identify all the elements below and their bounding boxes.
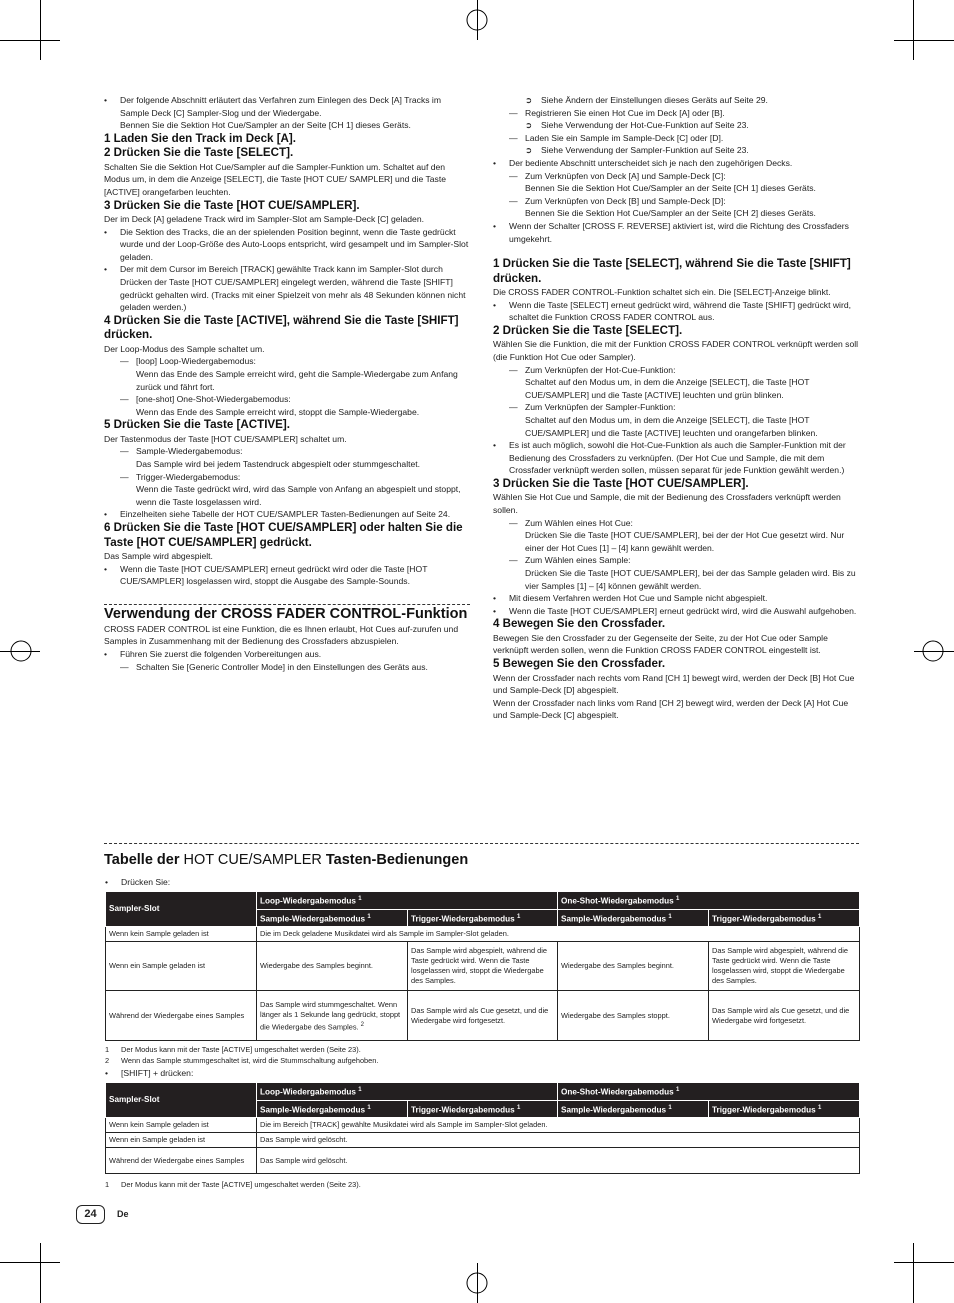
dash-item: — Zum Verknüpfen der Sampler-Funktion: [509, 402, 676, 413]
bullet: • Es ist auch möglich, sowohl die Hot-Cue-Funktion als auch die Sampler-Funktion mit der Bedienung des Crossfaders zu verknüpfen. (Der Hot Cue und Sample, die mit dem Crossfader verknüpft werden sollen, müssen separat für jede Funktion gewählt werden.) [493, 440, 846, 476]
table-section-title: Tabelle der HOT CUE/SAMPLER Tasten-Bedienungen [104, 852, 469, 868]
reference: ➲ Siehe Verwendung der Sampler-Funktion auf Seite 23. [525, 145, 749, 156]
dash-item: — Zum Verknüpfen der Hot-Cue-Funktion: [509, 364, 676, 375]
header-loop: Loop-Wiedergabemodus $^1$ [257, 892, 558, 910]
paragraph: Die CROSS FADER CONTROL-Funktion schaltet sich ein. Die [SELECT]-Anzeige blinkt. [493, 287, 831, 298]
indent-text: Bennen Sie die Sektion Hot Cue/Sampler an der Seite [CH 2] dieses Geräts. [525, 208, 816, 219]
paragraph: CROSS FADER CONTROL ist eine Funktion, die es Ihnen erlaubt, Hot Cues auf-zurufen und Samples in Zusammenhang mit der Bedienung des Crossfaders abzuspielen. [104, 623, 459, 647]
language-label: De [117, 1209, 129, 1219]
indent-text: Schaltet auf den Modus um, in dem die Anzeige [SELECT], die Taste [HOT CUE/SAMPLER] und die Taste [ACTIVE] leuchten und grün blinken. [525, 377, 810, 400]
indent-text: Schaltet auf den Modus um, in dem die Anzeige [SELECT], die Taste [HOT CUE/SAMPLER] und die Taste [ACTIVE] leuchten und orangefarben blinken. [525, 414, 818, 438]
paragraph: Wenn der Crossfader nach links vom Rand [CH 2] bewegt wird, werden der Deck [A] Hot Cue und Sample-Deck [C] abgespielt. [493, 697, 849, 721]
paragraph: Wenn der Crossfader nach rechts vom Rand [CH 1] bewegt wird, werden der Deck [B] Hot Cue und Sample-Deck [D] abgespielt. [493, 672, 855, 696]
step-heading: 2 Drücken Sie die Taste [SELECT]. [493, 323, 683, 337]
table-label: • [SHIFT] + drücken: [105, 1068, 194, 1078]
header-loop: Loop-Wiedergabemodus $^1$ [257, 1083, 558, 1101]
dash-item: — Zum Wählen eines Sample: [509, 555, 631, 566]
text: Der folgende Abschnitt erläutert das Verfahren zum Einlegen des Deck [A] Tracks im Sample Deck [C] Sampler-Slog und der Wiedergabe. [120, 95, 441, 118]
table-label: • Drücken Sie: [105, 877, 171, 887]
step-heading: 2 Drücken Sie die Taste [SELECT]. [104, 146, 294, 160]
header-sample: Sample-Wiedergabemodus $^1$ [257, 909, 408, 927]
step-heading: 5 Drücken Sie die Taste [ACTIVE]. [104, 418, 290, 432]
header-trigger: Trigger-Wiedergabemodus $^1$ [408, 909, 558, 927]
header-trigger: Trigger-Wiedergabemodus $^1$ [709, 909, 860, 927]
step-heading: 4 Bewegen Sie den Crossfader. [493, 617, 666, 631]
paragraph: Schalten Sie die Sektion Hot Cue/Sampler auf die Sampler-Funktion um. Schaltet auf den Modus um, in dem die Anzeige [SELECT], die Taste [HOT CUE/ SAMPLER] und die Taste [ACTIVE] orangefarben leuchten. [104, 161, 447, 197]
header-one-shot: One-Shot-Wiedergabemodus $^1$ [558, 1083, 860, 1101]
section-divider [104, 843, 859, 844]
indent-text: Wenn das Ende des Sample erreicht wird, geht die Sample-Wiedergabe zum Anfang zurück und fährt fort. [136, 369, 458, 392]
dash-item: — Zum Wählen eines Hot Cue: [509, 517, 633, 528]
text: Bennen Sie die Sektion Hot Cue/Sampler an der Seite [CH 1] dieses Geräts. [120, 120, 411, 131]
bullet: • Der folgende Abschnitt erläutert das Verfahren zum Einlegen des Deck [A] Tracks im Sample Deck [C] Sampler-Slog und der Wiedergabe. Bennen Sie die Sektion Hot Cue/Sampler an der Seite [CH 1] dieses Geräts. [104, 95, 441, 131]
paragraph: Wählen Sie Hot Cue und Sample, die mit der Bedienung des Crossfaders verknüpft werden sollen. [493, 492, 841, 516]
bullet: • Wenn die Taste [HOT CUE/SAMPLER] erneut gedrückt wird oder die Taste [HOT CUE/SAMPLER] losgelassen wird, stoppt die Ausgabe des Sample-Sounds. [104, 563, 428, 587]
dash-item: — Trigger-Wiedergabemodus: [120, 471, 241, 482]
dash-item: — Zum Verknüpfen von Deck [B] und Sample-Deck [D]: [509, 195, 726, 206]
header-trigger: Trigger-Wiedergabemodus $^1$ [408, 1100, 558, 1118]
header-slot: Sampler-Slot [106, 892, 257, 927]
dash-item: — Laden Sie ein Sample im Sample-Deck [C] oder [D]. [509, 132, 724, 143]
left-column [104, 94, 470, 673]
step-heading: 1 Drücken Sie die Taste [SELECT], während Sie die Taste [SHIFT] drücken. [493, 257, 851, 285]
table-row: Wenn kein Sample geladen ist Die im Deck geladene Musikdatei wird als Sample im Sampler-Slot geladen. [106, 927, 860, 942]
bullet: • Der mit dem Cursor im Bereich [TRACK] gewählte Track kann im Sampler-Slot durch Drücken der Taste [HOT CUE/SAMPLER] eingelegt werden, während die Taste [SHIFT] gedrückt gehalten wird. (Tracks mit einer Spielzeit von mehr als 48 Sekunden können nicht geladen werden.) [104, 264, 466, 313]
header-one-shot: One-Shot-Wiedergabemodus $^1$ [558, 892, 860, 910]
step-heading: 6 Drücken Sie die Taste [HOT CUE/SAMPLER] oder halten Sie die Taste [HOT CUE/SAMPLER] gedrückt. [104, 521, 463, 549]
table-row: Wenn ein Sample geladen ist Wiedergabe des Samples beginnt. Das Sample wird abgespielt, während die Taste gedrückt wird. Wenn die Taste losgelassen wird, stoppt die Wiedergabe des Samples. Wiedergabe des Samples beginnt. Das Sample wird abgespielt, während die Taste gedrückt wird. Wenn die Taste losgelassen wird, stoppt die Wiedergabe des Samples. [106, 942, 860, 991]
indent-text: Drücken Sie die Taste [HOT CUE/SAMPLER], bei der der Hot Cue gesetzt wird. Nur einer der Hot Cues [1] – [4] kann gewählt werden. [525, 530, 845, 553]
step-heading: 4 Drücken Sie die Taste [ACTIVE], während Sie die Taste [SHIFT] drücken. [104, 313, 459, 342]
header-sample: Sample-Wiedergabemodus $^1$ [257, 1100, 408, 1118]
header-sample: Sample-Wiedergabemodus $^1$ [558, 1100, 709, 1118]
dash-item: — Schalten Sie [Generic Controller Mode] in den Einstellungen des Geräts aus. [120, 661, 428, 672]
indent-text: Wenn die Taste gedrückt wird, wird das Sample von Anfang an abgespielt und stoppt, wenn die Taste losgelassen wird. [136, 484, 461, 507]
dash-item: — Sample-Wiedergabemodus: [120, 446, 243, 457]
bullet: • Wenn die Taste [HOT CUE/SAMPLER] erneut gedrückt wird, wird die Auswahl aufgehoben. [493, 605, 857, 616]
table-row: Während der Wiedergabe eines Samples Das Sample wird gelöscht. [106, 1148, 860, 1174]
paragraph: Der Loop-Modus des Sample schaltet um. [104, 343, 265, 354]
button-operations-table-shift [105, 1082, 860, 1174]
table-row: Wenn ein Sample geladen ist Das Sample wird gelöscht. [106, 1133, 860, 1148]
table-row: Während der Wiedergabe eines Samples Das Sample wird stummgeschaltet. Wenn länger als 1 Sekunde lang gedrückt, stoppt die Wiedergabe des Samples. $^2$ Das Sample wird als Cue gesetzt, und die Wiedergabe wird fortgesetzt. Wiedergabe des Samples stoppt. Das Sample wird als Cue gesetzt, und die Wiedergabe wird fortgesetzt. [106, 991, 860, 1041]
indent-text: Drücken Sie die Taste [HOT CUE/SAMPLER], bei der das Sample geladen wird. Bis zu vier Samples [1] – [4] können gewählt werden. [525, 568, 856, 591]
bullet: • Der bediente Abschnitt unterscheidet sich je nach den zugehörigen Decks. [493, 157, 793, 168]
paragraph: Der Tastenmodus der Taste [HOT CUE/SAMPLER] schaltet um. [104, 433, 347, 444]
footnotes: 1 Der Modus kann mit der Taste [ACTIVE] umgeschaltet werden (Seite 23). [105, 1180, 361, 1189]
bullet: • Wenn der Schalter [CROSS F. REVERSE] aktiviert ist, wird die Richtung des Crossfaders umgekehrt. [493, 220, 849, 244]
step-heading: 3 Drücken Sie die Taste [HOT CUE/SAMPLER]. [104, 198, 360, 212]
indent-text: Bennen Sie die Sektion Hot Cue/Sampler an der Seite [CH 1] dieses Geräts. [525, 183, 816, 194]
footnotes: 1 Der Modus kann mit der Taste [ACTIVE] umgeschaltet werden (Seite 23). 2 Wenn das Sample stummgeschaltet ist, wird die Stummschaltung aufgehoben. [105, 1045, 379, 1065]
paragraph: Der im Deck [A] geladene Track wird im Sampler-Slot am Sample-Deck [C] geladen. [104, 214, 424, 225]
dash-item: — [one-shot] One-Shot-Wiedergabemodus: [120, 394, 291, 405]
bullet: • Einzelheiten siehe Tabelle der HOT CUE/SAMPLER Tasten-Bedienungen auf Seite 24. [104, 509, 451, 520]
reference: ➲ Siehe Ändern der Einstellungen dieses Geräts auf Seite 29. [525, 95, 768, 105]
step-heading: 5 Bewegen Sie den Crossfader. [493, 657, 666, 671]
right-column [493, 94, 859, 722]
indent-text: Das Sample wird bei jedem Tastendruck abgespielt oder stummgeschaltet. [136, 459, 421, 470]
page-number-badge: 24 [76, 1205, 105, 1224]
header-slot: Sampler-Slot [106, 1083, 257, 1118]
step-heading: 3 Drücken Sie die Taste [HOT CUE/SAMPLER]. [493, 476, 749, 490]
dash-item: — [loop] Loop-Wiedergabemodus: [120, 356, 256, 367]
table-row: Wenn kein Sample geladen ist Die im Bereich [TRACK] gewählte Musikdatei wird als Sample im Sampler-Slot geladen. [106, 1118, 860, 1133]
paragraph: Bewegen Sie den Crossfader zu der Gegenseite der Seite, zu der Hot Cue oder Sample verknüpft werden sollen, wenn die Funktion CROSS FADER CONTROL eingestellt ist. [493, 632, 828, 656]
paragraph: Wählen Sie die Funktion, die mit der Funktion CROSS FADER CONTROL verknüpft werden soll (die Funktion Hot Cue oder Sampler). [493, 339, 859, 362]
dash-item: — Registrieren Sie einen Hot Cue im Deck [A] oder [B]. [509, 107, 725, 118]
paragraph: Das Sample wird abgespielt. [104, 551, 213, 562]
indent-text: Wenn das Ende des Sample erreicht wird, stoppt die Sample-Wiedergabe. [136, 406, 420, 417]
header-trigger: Trigger-Wiedergabemodus $^1$ [709, 1100, 860, 1118]
header-sample: Sample-Wiedergabemodus $^1$ [558, 909, 709, 927]
bullet: • Führen Sie zuerst die folgenden Vorbereitungen aus. [104, 649, 322, 659]
bullet: • Wenn die Taste [SELECT] erneut gedrückt wird, während die Taste [SHIFT] gedrückt wird, schaltet die Funktion CROSS FADER CONTROL aus. [493, 299, 851, 323]
button-operations-table-press [105, 891, 860, 1041]
step-heading: 1 Laden Sie den Track im Deck [A]. [104, 131, 297, 145]
reference: ➲ Siehe Verwendung der Hot-Cue-Funktion auf Seite 23. [525, 120, 749, 131]
dash-item: — Zum Verknüpfen von Deck [A] und Sample-Deck [C]: [509, 170, 726, 181]
section-heading: Verwendung der CROSS FADER CONTROL-Funktion [104, 605, 468, 622]
bullet: • Die Sektion des Tracks, die an der spielenden Position beginnt, wenn die Taste gedrückt wurde und der Loop-Größe des Auto-Loops entspricht, wird gesampelt und im Sampler-Slot geladen. [104, 226, 469, 262]
bullet: • Mit diesem Verfahren werden Hot Cue und Sample nicht abgespielt. [493, 593, 768, 604]
